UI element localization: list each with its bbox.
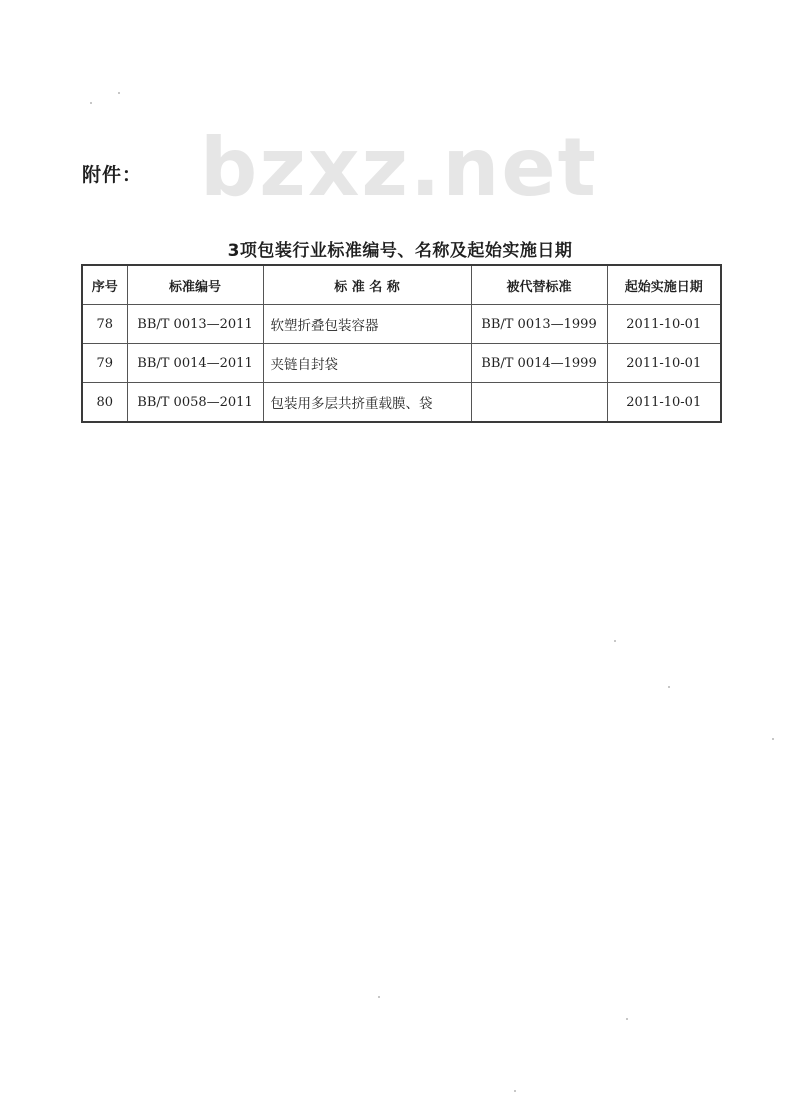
- table-row: [82, 344, 721, 383]
- table-row: [82, 305, 721, 344]
- scan-speck: [90, 102, 92, 104]
- watermark: bzxz.net: [200, 121, 598, 214]
- table-row: [82, 383, 721, 423]
- header-code: 标准编号: [127, 265, 263, 305]
- header-date: 起始实施日期: [607, 265, 721, 305]
- cell-name: 夹链自封袋: [263, 344, 471, 383]
- table-header-row: [82, 265, 721, 305]
- scan-speck: [118, 92, 120, 94]
- cell-seq: 78: [82, 305, 127, 344]
- cell-name: 软塑折叠包装容器: [263, 305, 471, 344]
- cell-name: 包装用多层共挤重载膜、袋: [263, 383, 471, 423]
- cell-code: BB/T 0014—2011: [127, 344, 263, 383]
- cell-code: BB/T 0058—2011: [127, 383, 263, 423]
- cell-date: 2011-10-01: [607, 383, 721, 423]
- cell-seq: 80: [82, 383, 127, 423]
- cell-replaced: BB/T 0013—1999: [471, 305, 607, 344]
- cell-replaced: [471, 383, 607, 423]
- cell-seq: 79: [82, 344, 127, 383]
- cell-date: 2011-10-01: [607, 305, 721, 344]
- header-replaced: 被代替标准: [471, 265, 607, 305]
- attachment-label: 附件：: [82, 164, 143, 186]
- cell-date: 2011-10-01: [607, 344, 721, 383]
- scan-speck: [514, 1090, 516, 1092]
- header-seq: 序号: [82, 265, 127, 305]
- scan-speck: [668, 686, 670, 688]
- cell-replaced: BB/T 0014—1999: [471, 344, 607, 383]
- scan-speck: [614, 640, 616, 642]
- scan-speck: [378, 996, 380, 998]
- document-title: 3项包装行业标准编号、名称及起始实施日期: [227, 241, 573, 261]
- header-name: 标 准 名 称: [263, 265, 471, 305]
- scan-speck: [772, 738, 774, 740]
- standards-table: [81, 264, 722, 423]
- cell-code: BB/T 0013—2011: [127, 305, 263, 344]
- scan-speck: [626, 1018, 628, 1020]
